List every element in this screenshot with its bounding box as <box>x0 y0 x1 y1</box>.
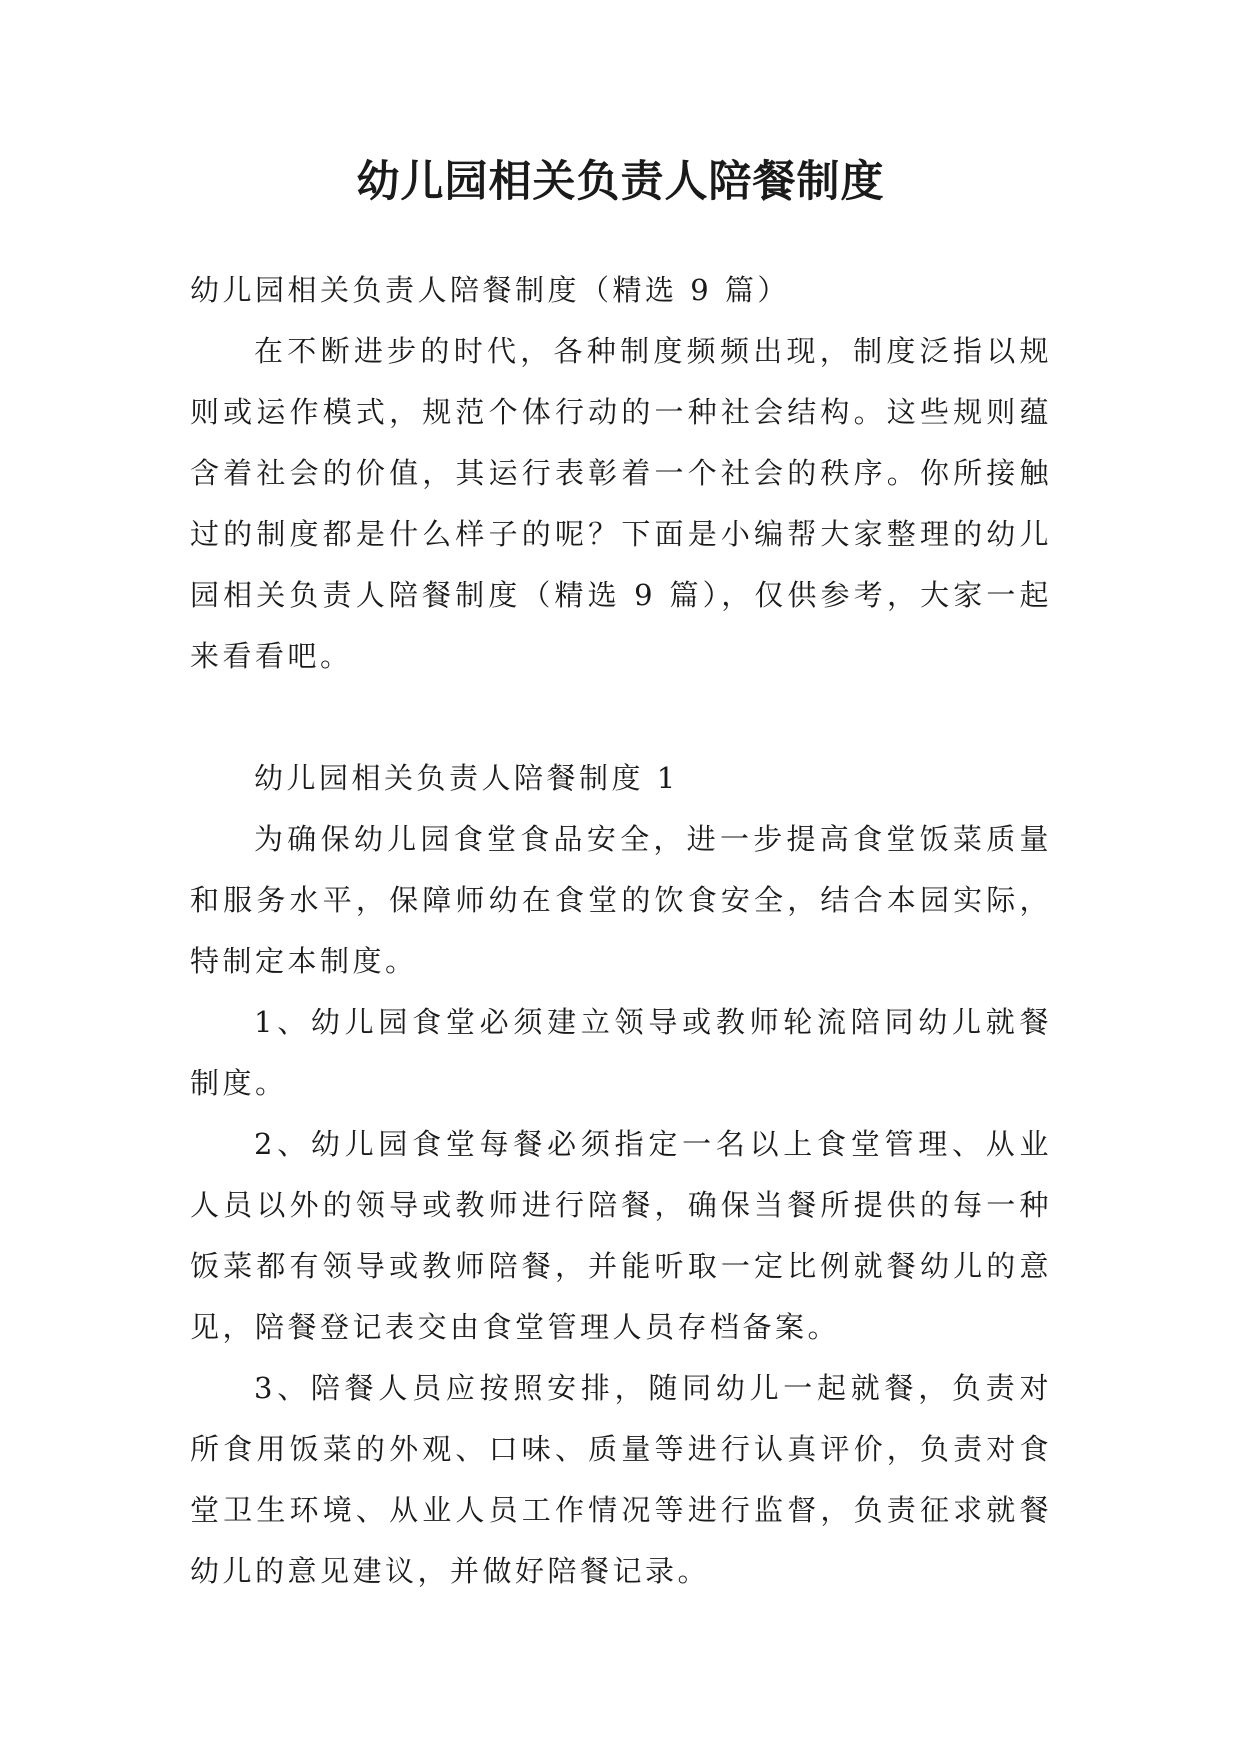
rule-item-3: 3、陪餐人员应按照安排，随同幼儿一起就餐，负责对所食用饭菜的外观、口味、质量等进行认真评价，负责对食堂卫生环境、从业人员工作情况等进行监督，负责征求就餐幼儿的意见建议，并做好陪餐记录。 <box>190 1371 1052 1588</box>
rule-item-2: 2、幼儿园食堂每餐必须指定一名以上食堂管理、从业人员以外的领导或教师进行陪餐，确保当餐所提供的每一种饭菜都有领导或教师陪餐，并能听取一定比例就餐幼儿的意见，陪餐登记表交由食堂管理人员存档备案。 <box>190 1127 1052 1344</box>
section-paragraph: 为确保幼儿园食堂食品安全，进一步提高食堂饭菜质量和服务水平，保障师幼在食堂的饮食安全，结合本园实际，特制定本制度。 <box>190 822 1052 978</box>
section-heading: 幼儿园相关负责人陪餐制度 1 <box>254 761 679 795</box>
document-subtitle: 幼儿园相关负责人陪餐制度（精选 9 篇） <box>190 273 790 307</box>
rule-item-1: 1、幼儿园食堂必须建立领导或教师轮流陪同幼儿就餐制度。 <box>190 1005 1052 1100</box>
document-title: 幼儿园相关负责人陪餐制度 <box>356 157 885 207</box>
document-body <box>190 260 1052 1602</box>
intro-paragraph: 在不断进步的时代，各种制度频频出现，制度泛指以规则或运作模式，规范个体行动的一种社会结构。这些规则蕴含着社会的价值，其运行表彰着一个社会的秩序。你所接触过的制度都是什么样子的呢？下面是小编帮大家整理的幼儿园相关负责人陪餐制度（精选 9 篇），仅供参考，大家一起来看看吧。 <box>190 334 1052 673</box>
